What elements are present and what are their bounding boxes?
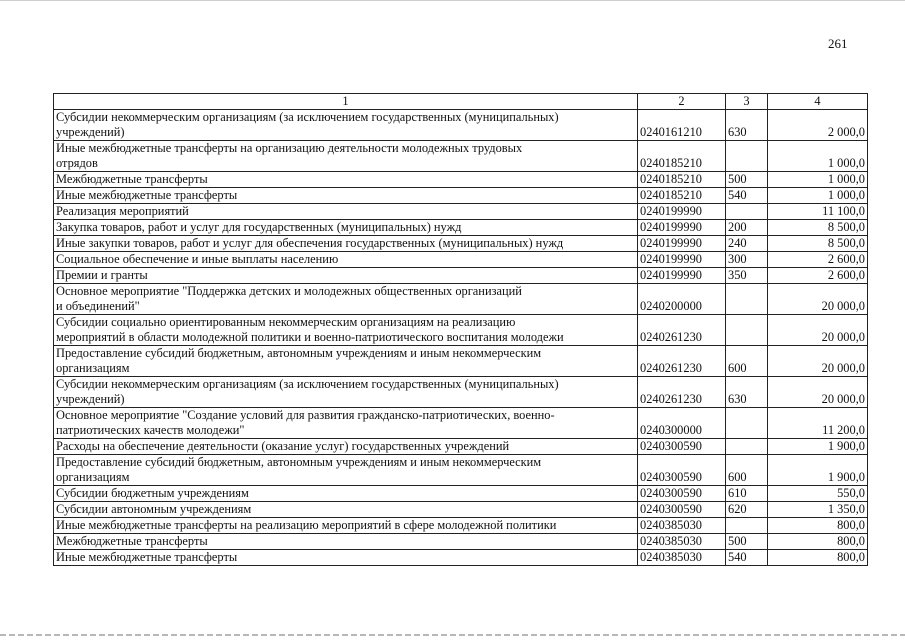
cell-code: 0240261230 bbox=[638, 346, 726, 377]
name-line: Реализация мероприятий bbox=[56, 204, 189, 218]
scan-top-edge bbox=[0, 0, 905, 1]
name-line: учреждений) bbox=[56, 392, 125, 406]
cell-type: 630 bbox=[726, 110, 768, 141]
table-row bbox=[54, 204, 868, 220]
cell-sum: 20 000,0 bbox=[768, 377, 868, 408]
cell-code: 0240300590 bbox=[638, 455, 726, 486]
cell-type bbox=[726, 439, 768, 455]
cell-name bbox=[54, 268, 638, 284]
table-row bbox=[54, 518, 868, 534]
table-row bbox=[54, 455, 868, 486]
cell-sum: 1 000,0 bbox=[768, 188, 868, 204]
table-row bbox=[54, 220, 868, 236]
name-line: отрядов bbox=[56, 156, 98, 170]
cell-name bbox=[54, 486, 638, 502]
cell-code: 0240261230 bbox=[638, 315, 726, 346]
cell-sum: 1 000,0 bbox=[768, 141, 868, 172]
cell-sum: 20 000,0 bbox=[768, 284, 868, 315]
name-line: Закупка товаров, работ и услуг для государственных (муниципальных) нужд bbox=[56, 220, 462, 234]
page-number: 261 bbox=[828, 36, 848, 51]
cell-name bbox=[54, 534, 638, 550]
cell-sum: 550,0 bbox=[768, 486, 868, 502]
cell-code: 0240385030 bbox=[638, 550, 726, 566]
table-row bbox=[54, 284, 868, 315]
cell-code: 0240300590 bbox=[638, 439, 726, 455]
table-row bbox=[54, 377, 868, 408]
cell-code: 0240385030 bbox=[638, 534, 726, 550]
cell-name bbox=[54, 220, 638, 236]
header-col-name: 1 bbox=[54, 94, 638, 110]
cell-type: 500 bbox=[726, 172, 768, 188]
cell-name bbox=[54, 518, 638, 534]
table-row bbox=[54, 486, 868, 502]
table-row bbox=[54, 315, 868, 346]
name-line: организациям bbox=[56, 470, 130, 484]
name-line: Предоставление субсидий бюджетным, автономным учреждениям и иным некоммерческим bbox=[56, 346, 542, 360]
cell-name bbox=[54, 346, 638, 377]
cell-code: 0240300590 bbox=[638, 502, 726, 518]
name-line: Предоставление субсидий бюджетным, автономным учреждениям и иным некоммерческим bbox=[56, 455, 542, 469]
cell-code: 0240261230 bbox=[638, 377, 726, 408]
name-line: Основное мероприятие "Поддержка детских и молодежных общественных организаций bbox=[56, 284, 522, 298]
cell-name bbox=[54, 315, 638, 346]
name-line: Субсидии бюджетным учреждениям bbox=[56, 486, 249, 500]
cell-sum: 11 200,0 bbox=[768, 408, 868, 439]
cell-type: 200 bbox=[726, 220, 768, 236]
cell-code: 0240199990 bbox=[638, 268, 726, 284]
cell-type: 620 bbox=[726, 502, 768, 518]
cell-name bbox=[54, 204, 638, 220]
cell-code: 0240199990 bbox=[638, 220, 726, 236]
name-line: Межбюджетные трансферты bbox=[56, 534, 208, 548]
name-line: Субсидии некоммерческим организациям (за исключением государственных (муниципальных) bbox=[56, 110, 559, 124]
name-line: Субсидии автономным учреждениям bbox=[56, 502, 252, 516]
cell-type: 350 bbox=[726, 268, 768, 284]
name-line: Премии и гранты bbox=[56, 268, 148, 282]
cell-name bbox=[54, 455, 638, 486]
cell-type: 600 bbox=[726, 346, 768, 377]
name-line: мероприятий в области молодежной политики и военно-патриотического воспитания молодежи bbox=[56, 330, 564, 344]
table-row bbox=[54, 141, 868, 172]
table-row bbox=[54, 236, 868, 252]
name-line: Расходы на обеспечение деятельности (оказание услуг) государственных учреждений bbox=[56, 439, 510, 453]
cell-name bbox=[54, 550, 638, 566]
budget-table bbox=[53, 93, 868, 566]
header-col-code: 2 bbox=[638, 94, 726, 110]
table-row bbox=[54, 268, 868, 284]
name-line: Основное мероприятие "Создание условий для развития гражданско-патриотических, военно- bbox=[56, 408, 555, 422]
cell-type: 540 bbox=[726, 188, 768, 204]
name-line: Иные межбюджетные трансферты на организацию деятельности молодежных трудовых bbox=[56, 141, 523, 155]
table-row bbox=[54, 534, 868, 550]
header-col-sum: 4 bbox=[768, 94, 868, 110]
cell-name bbox=[54, 172, 638, 188]
cell-type: 610 bbox=[726, 486, 768, 502]
table-row bbox=[54, 408, 868, 439]
cell-code: 0240185210 bbox=[638, 141, 726, 172]
cell-type bbox=[726, 204, 768, 220]
header-col-type: 3 bbox=[726, 94, 768, 110]
table-row bbox=[54, 502, 868, 518]
cell-sum: 800,0 bbox=[768, 534, 868, 550]
table-row bbox=[54, 439, 868, 455]
name-line: Иные межбюджетные трансферты bbox=[56, 550, 238, 564]
cell-name bbox=[54, 502, 638, 518]
cell-name bbox=[54, 252, 638, 268]
cell-sum: 20 000,0 bbox=[768, 346, 868, 377]
cell-code: 0240300590 bbox=[638, 486, 726, 502]
cell-type bbox=[726, 408, 768, 439]
table-row bbox=[54, 252, 868, 268]
cell-name bbox=[54, 141, 638, 172]
cell-type: 500 bbox=[726, 534, 768, 550]
table-row bbox=[54, 172, 868, 188]
cell-name bbox=[54, 377, 638, 408]
cell-sum: 1 000,0 bbox=[768, 172, 868, 188]
name-line: Иные межбюджетные трансферты на реализацию мероприятий в сфере молодежной политики bbox=[56, 518, 557, 532]
cell-type bbox=[726, 315, 768, 346]
name-line: Субсидии некоммерческим организациям (за исключением государственных (муниципальных) bbox=[56, 377, 559, 391]
cell-code: 0240300000 bbox=[638, 408, 726, 439]
cell-sum: 11 100,0 bbox=[768, 204, 868, 220]
cell-type bbox=[726, 518, 768, 534]
cell-code: 0240199990 bbox=[638, 252, 726, 268]
cell-code: 0240161210 bbox=[638, 110, 726, 141]
cell-name bbox=[54, 236, 638, 252]
cell-sum: 800,0 bbox=[768, 518, 868, 534]
table-body bbox=[54, 110, 868, 566]
name-line: организациям bbox=[56, 361, 130, 375]
cell-name bbox=[54, 188, 638, 204]
cell-code: 0240385030 bbox=[638, 518, 726, 534]
cell-type: 600 bbox=[726, 455, 768, 486]
cell-type: 300 bbox=[726, 252, 768, 268]
table-row bbox=[54, 110, 868, 141]
cell-sum: 8 500,0 bbox=[768, 236, 868, 252]
name-line: патриотических качеств молодежи" bbox=[56, 423, 245, 437]
cell-name bbox=[54, 110, 638, 141]
cell-code: 0240185210 bbox=[638, 188, 726, 204]
name-line: и объединений" bbox=[56, 299, 140, 313]
cell-type bbox=[726, 141, 768, 172]
cell-name bbox=[54, 439, 638, 455]
cell-code: 0240200000 bbox=[638, 284, 726, 315]
name-line: учреждений) bbox=[56, 125, 125, 139]
scan-bottom-edge bbox=[0, 634, 905, 636]
cell-sum: 1 350,0 bbox=[768, 502, 868, 518]
name-line: Межбюджетные трансферты bbox=[56, 172, 208, 186]
name-line: Социальное обеспечение и иные выплаты населению bbox=[56, 252, 339, 266]
table-row bbox=[54, 550, 868, 566]
cell-name bbox=[54, 284, 638, 315]
cell-sum: 2 600,0 bbox=[768, 268, 868, 284]
cell-type: 630 bbox=[726, 377, 768, 408]
name-line: Субсидии социально ориентированным некоммерческим организациям на реализацию bbox=[56, 315, 516, 329]
name-line: Иные межбюджетные трансферты bbox=[56, 188, 238, 202]
table-row bbox=[54, 346, 868, 377]
cell-sum: 800,0 bbox=[768, 550, 868, 566]
cell-type bbox=[726, 284, 768, 315]
table-header-row bbox=[54, 94, 868, 110]
cell-sum: 2 000,0 bbox=[768, 110, 868, 141]
cell-sum: 20 000,0 bbox=[768, 315, 868, 346]
cell-code: 0240185210 bbox=[638, 172, 726, 188]
cell-name bbox=[54, 408, 638, 439]
cell-sum: 1 900,0 bbox=[768, 439, 868, 455]
name-line: Иные закупки товаров, работ и услуг для обеспечения государственных (муниципальных) нужд bbox=[56, 236, 564, 250]
table-row bbox=[54, 188, 868, 204]
cell-type: 540 bbox=[726, 550, 768, 566]
cell-sum: 2 600,0 bbox=[768, 252, 868, 268]
cell-sum: 1 900,0 bbox=[768, 455, 868, 486]
cell-sum: 8 500,0 bbox=[768, 220, 868, 236]
cell-type: 240 bbox=[726, 236, 768, 252]
cell-code: 0240199990 bbox=[638, 204, 726, 220]
cell-code: 0240199990 bbox=[638, 236, 726, 252]
